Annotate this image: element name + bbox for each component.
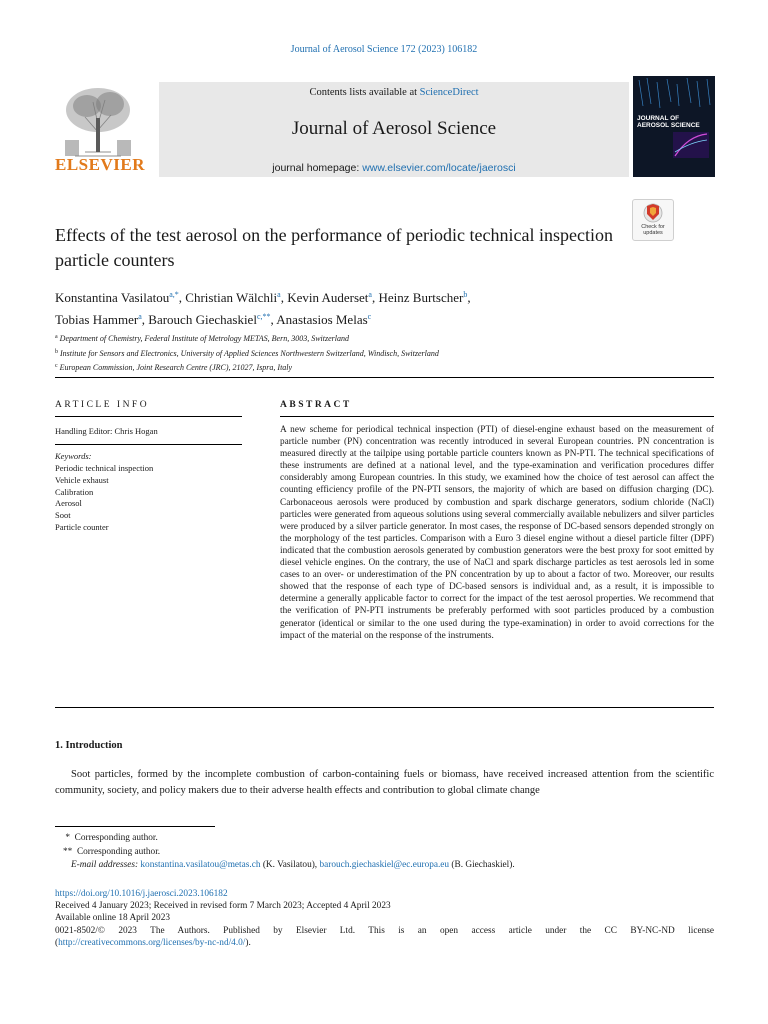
author-name[interactable]	[55, 312, 142, 327]
footnote-divider	[55, 826, 215, 827]
author-name[interactable]	[276, 312, 371, 327]
journal-reference[interactable]: Journal of Aerosol Science 172 (2023) 106182	[290, 44, 478, 55]
handling-editor: Handling Editor: Chris Hogan	[55, 426, 158, 436]
author-affiliation-mark[interactable]: a	[368, 290, 372, 299]
journal-banner	[159, 82, 629, 177]
author-name[interactable]	[287, 290, 372, 305]
author-separator: ,	[371, 290, 379, 305]
homepage-link[interactable]: www.elsevier.com/locate/jaerosci	[362, 162, 516, 174]
author-affiliation-mark[interactable]: a,*	[169, 290, 179, 299]
affiliation-item	[55, 360, 705, 375]
author-affiliation-mark[interactable]: b	[463, 290, 468, 299]
email-owner-2: (B. Giechaskiel).	[449, 860, 515, 870]
license-paren-close: ).	[245, 937, 251, 948]
author-separator: ,	[270, 312, 277, 327]
affiliation-key: a	[55, 334, 58, 340]
abstract-heading: ABSTRACT	[280, 400, 352, 410]
author-name-text: Christian Wälchli	[185, 290, 278, 305]
journal-header	[55, 76, 715, 177]
received-dates: Received 4 January 2023; Received in revised form 7 March 2023; Accepted 4 April 2023	[55, 901, 391, 912]
author-name-text: Barouch Giechaskiel	[148, 312, 257, 327]
footnote-corresponding-2	[55, 846, 715, 860]
publication-info	[55, 888, 714, 949]
author-separator: ,	[141, 312, 149, 327]
doi-link[interactable]: https://doi.org/10.1016/j.jaerosci.2023.106182	[55, 889, 228, 899]
article-title: Effects of the test aerosol on the performance of periodic technical inspection particle counters	[55, 225, 613, 270]
cover-title: JOURNAL OF AEROSOL SCIENCE	[637, 115, 700, 130]
author-separator: ,	[178, 290, 186, 305]
author-affiliation-mark[interactable]: c,**	[256, 312, 271, 321]
affiliation-list	[55, 331, 705, 375]
footnote-corresponding-1	[55, 832, 715, 846]
affiliation-text: Institute for Sensors and Electronics, University of Applied Sciences Northwestern Switzerland, Windisch, Switzerland	[60, 348, 439, 358]
email-link-giechaskiel[interactable]: barouch.giechaskiel@ec.europa.eu	[319, 860, 450, 870]
author-name-text: Heinz Burtscher	[378, 290, 464, 305]
keyword-item: Vehicle exhaust	[55, 474, 109, 485]
email-owner-1: (K. Vasilatou),	[260, 860, 320, 870]
check-updates-label: Check for updates	[641, 224, 665, 236]
license-statement: 0021-8502/© 2023 The Authors. Published by Elsevier Ltd. This is an open access article under the CC BY-NC-ND license	[55, 925, 714, 936]
author-name-text: Tobias Hammer	[55, 312, 139, 327]
author-separator: ,	[280, 290, 288, 305]
article-info-heading: ARTICLE INFO	[55, 400, 150, 410]
keyword-item: Aerosol	[55, 498, 82, 509]
homepage-line	[159, 162, 629, 174]
license-link[interactable]: http://creativecommons.org/licenses/by-nc-nd/4.0/	[58, 937, 246, 948]
keyword-list	[55, 463, 153, 534]
abstract-bottom-divider	[55, 707, 714, 708]
elsevier-wordmark: ELSEVIER	[55, 155, 145, 174]
abstract-rule	[280, 416, 714, 417]
contents-line	[159, 87, 629, 98]
keywords-rule	[55, 444, 242, 445]
author-name[interactable]	[55, 290, 179, 305]
footnote-text-1: Corresponding author.	[74, 833, 158, 843]
author-list	[55, 285, 655, 329]
keywords-label: Keywords:	[55, 451, 92, 461]
affiliation-item	[55, 346, 705, 361]
footnotes	[55, 832, 715, 873]
author-affiliation-mark[interactable]: a	[277, 290, 281, 299]
sciencedirect-link[interactable]: ScienceDirect	[419, 87, 479, 98]
email-label: E-mail addresses:	[71, 860, 139, 870]
footnote-mark-2: **	[63, 846, 77, 857]
author-affiliation-mark[interactable]: a	[138, 312, 142, 321]
license-link-line	[55, 937, 714, 949]
license-paren-open: (	[55, 937, 59, 948]
footnote-text-2: Corresponding author.	[76, 846, 161, 857]
contents-prefix: Contents lists available at	[309, 87, 420, 98]
abstract-text: A new scheme for periodical technical inspection (PTI) of diesel-engine exhaust based on the measurement of particle number (PN) concentration was recently introduced in several European countries. PN concentration is measured directly at the tailpipe using portable particle counters known as PN-PTI. The technical specifications of these instruments are defined at a national level, and the type-examination and verification procedures differ considerably among European countries. In this study, we examined how the choice of test aerosol can affect the counting efficiency profile of the PN-PTI sensors, the majority of which are based on diffusion charging (DC). Carbonaceous aerosols were produced by combustion and spark discharge generators, sodium chloride (NaCl) particles were generated from aqueous solutions using several commercially available nebulizers and silver particles were produced by a silver particle generator. In most cases, the response of DC-based sensors depended strongly on the morphology of the test particles. Comparison with a Euro 3 diesel engine without a diesel particle filter (DPF) indicated that the combustion aerosols generated by combustion generators were the best proxy for soot emitted by diesel vehicle engines. On the contrary, the use of NaCl and spark discharge particles as test aerosols led in some cases to an over- or underestimation of the PN concentration by up to about a factor of two. Moreover, our results showed that the response of each type of DC-based sensors is individual and, as a result, it is impossible to determine a generally applicable factor to correct for the impact of the test aerosol properties. We recommend that the verification of PN-PTI instruments be preferably performed with soot particles produced by a combustion generator (identical or similar to the one used during the type-examination) in order to avoid corrections for the impact of the material on the response of the instruments.	[280, 425, 714, 641]
check-for-updates-button[interactable]	[632, 199, 674, 241]
keyword-item: Soot	[55, 510, 71, 521]
affiliation-key: c	[55, 363, 58, 369]
header-divider	[55, 377, 714, 378]
author-name-text: Anastasios Melas	[276, 312, 368, 327]
author-name[interactable]	[185, 290, 280, 305]
keyword-item: Periodic technical inspection	[55, 463, 154, 473]
article-info-rule	[55, 416, 242, 417]
introduction-paragraph: Soot particles, formed by the incomplete combustion of carbon-containing fuels or biomass, have received increased attention from the scientific community, society, and policy makers due to their adverse health effects and contribution to global climate change	[55, 769, 714, 796]
email-line	[55, 859, 715, 873]
footnote-mark-1: *	[63, 833, 75, 843]
affiliation-item	[55, 331, 705, 346]
keyword-item: Calibration	[55, 486, 94, 497]
affiliation-key: b	[55, 348, 58, 355]
author-name-text: Konstantina Vasilatou	[55, 290, 170, 305]
author-separator: ,	[467, 290, 471, 305]
homepage-prefix: journal homepage:	[272, 162, 363, 174]
check-updates-icon	[633, 200, 673, 226]
available-online: Available online 18 April 2023	[55, 913, 170, 924]
keyword-item: Particle counter	[55, 521, 109, 532]
journal-cover-image	[633, 76, 715, 177]
email-link-vasilatou[interactable]: konstantina.vasilatou@metas.ch	[140, 860, 261, 870]
author-name[interactable]	[378, 290, 467, 305]
journal-title: Journal of Aerosol Science	[291, 118, 497, 139]
affiliation-text: European Commission, Joint Research Centre (JRC), 21027, Ispra, Italy	[59, 363, 293, 372]
author-name-text: Kevin Auderset	[287, 290, 369, 305]
affiliation-text: Department of Chemistry, Federal Institute of Metrology METAS, Bern, 3003, Switzerland	[59, 334, 349, 343]
section-heading-introduction: 1. Introduction	[55, 740, 123, 751]
author-affiliation-mark[interactable]: c	[367, 312, 372, 321]
author-name[interactable]	[148, 312, 270, 327]
